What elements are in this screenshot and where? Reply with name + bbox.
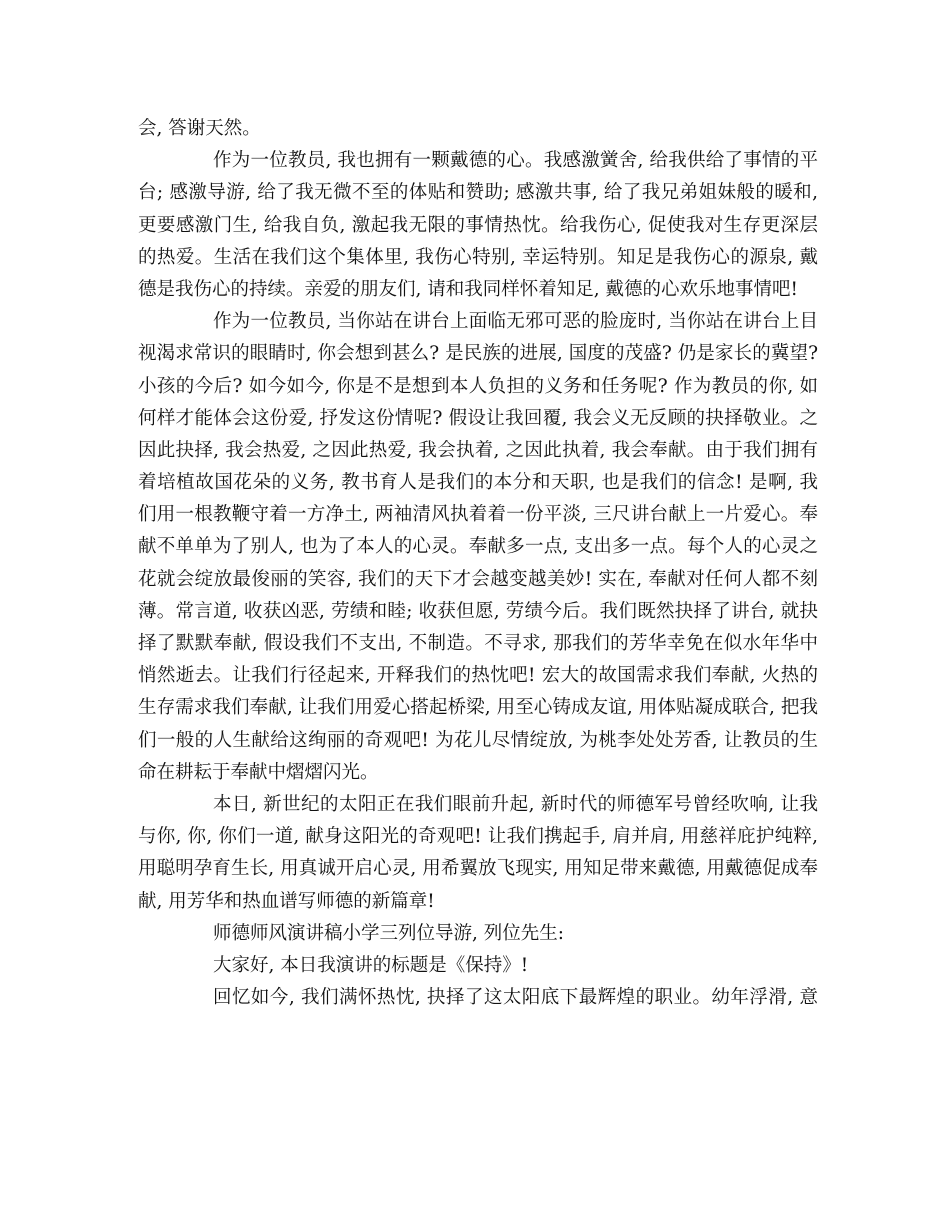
- text-line: 作为一位教员, 我也拥有一颗戴德的心。我感激黉舍, 给我供给了事情的平: [213, 150, 818, 172]
- document-page: [138, 113, 818, 1014]
- text-line: 命在耕耘于奉献中熠熠闪光。: [138, 761, 379, 783]
- text-line: 生存需求我们奉献, 让我们用爱心搭起桥梁, 用至心铸成友谊, 用体贴凝成联合, 把我: [138, 697, 818, 719]
- text-line: 德是我伤心的持续。亲爱的朋友们, 请和我同样怀着知足, 戴德的心欢乐地事情吧!: [138, 278, 798, 300]
- text-line: 台; 感激导游, 给了我无微不至的体贴和赞助; 感激共事, 给了我兄弟姐妹般的暖和,: [138, 182, 818, 204]
- text-line: 们用一根教鞭守着一方净土, 两袖清风执着着一份平淡, 三尺讲台献上一片爱心。奉: [138, 504, 818, 526]
- text-line: 何样才能体会这份爱, 抒发这份情呢? 假设让我回覆, 我会义无反顾的抉择敬业。之: [138, 407, 818, 429]
- text-line: 因此抉择, 我会热爱, 之因此热爱, 我会执着, 之因此执着, 我会奉献。由于我们拥有: [138, 439, 818, 461]
- text-line: 会, 答谢天然。: [138, 118, 261, 139]
- text-line: 与你, 你, 你们一道, 献身这阳光的奇观吧! 让我们携起手, 肩并肩, 用慈祥庇护纯粹,: [138, 826, 818, 848]
- text-line: 大家好, 本日我演讲的标题是《保持》!: [213, 954, 529, 976]
- text-line: 用聪明孕育生长, 用真诚开启心灵, 用希翼放飞现实, 用知足带来戴德, 用戴德促成奉: [138, 858, 818, 880]
- text-line: 的热爱。生活在我们这个集体里, 我伤心特别, 幸运特别。知足是我伤心的源泉, 戴: [138, 246, 818, 268]
- text-line: 着培植故国花朵的义务, 教书育人是我们的本分和天职, 也是我们的信念! 是啊, 我: [138, 472, 818, 494]
- text-line: 作为一位教员, 当你站在讲台上面临无邪可恶的脸庞时, 当你站在讲台上目: [213, 311, 818, 333]
- text-line: 悄然逝去。让我们行径起来, 开释我们的热忱吧! 宏大的故国需求我们奉献, 火热的: [138, 665, 818, 687]
- text-line: 回忆如今, 我们满怀热忱, 抉择了这太阳底下最辉煌的职业。幼年浮滑, 意: [213, 987, 818, 1009]
- text-line: 师德师风演讲稿小学三列位导游, 列位先生:: [213, 922, 564, 944]
- text-line: 献不单单为了别人, 也为了本人的心灵。奉献多一点, 支出多一点。每个人的心灵之: [138, 536, 818, 558]
- text-line: 献, 用芳华和热血谱写师德的新篇章!: [138, 890, 435, 912]
- text-line: 们一般的人生献给这绚丽的奇观吧! 为花儿尽情绽放, 为桃李处处芳香, 让教员的生: [138, 729, 818, 751]
- text-line: 花就会绽放最俊丽的笑容, 我们的天下才会越变越美妙! 实在, 奉献对任何人都不刻: [138, 568, 818, 590]
- text-line: 薄。常言道, 收获凶恶, 劳绩和睦; 收获但愿, 劳绩今后。我们既然抉择了讲台, 就抉: [138, 600, 818, 622]
- text-line: 择了默默奉献, 假设我们不支出, 不制造。不寻求, 那我们的芳华幸免在似水年华中: [138, 633, 818, 654]
- text-line: 视渴求常识的眼睛时, 你会想到甚么? 是民族的进展, 国度的茂盛? 仍是家长的冀望?: [138, 343, 818, 365]
- text-line: 小孩的今后? 如今如今, 你是不是想到本人负担的义务和任务呢? 作为教员的你, 如: [138, 375, 818, 397]
- text-line: 本日, 新世纪的太阳正在我们眼前升起, 新时代的师德军号曾经吹响, 让我: [213, 793, 818, 815]
- text-line: 更要感激门生, 给我自负, 激起我无限的事情热忱。给我伤心, 促使我对生存更深层: [138, 214, 818, 236]
